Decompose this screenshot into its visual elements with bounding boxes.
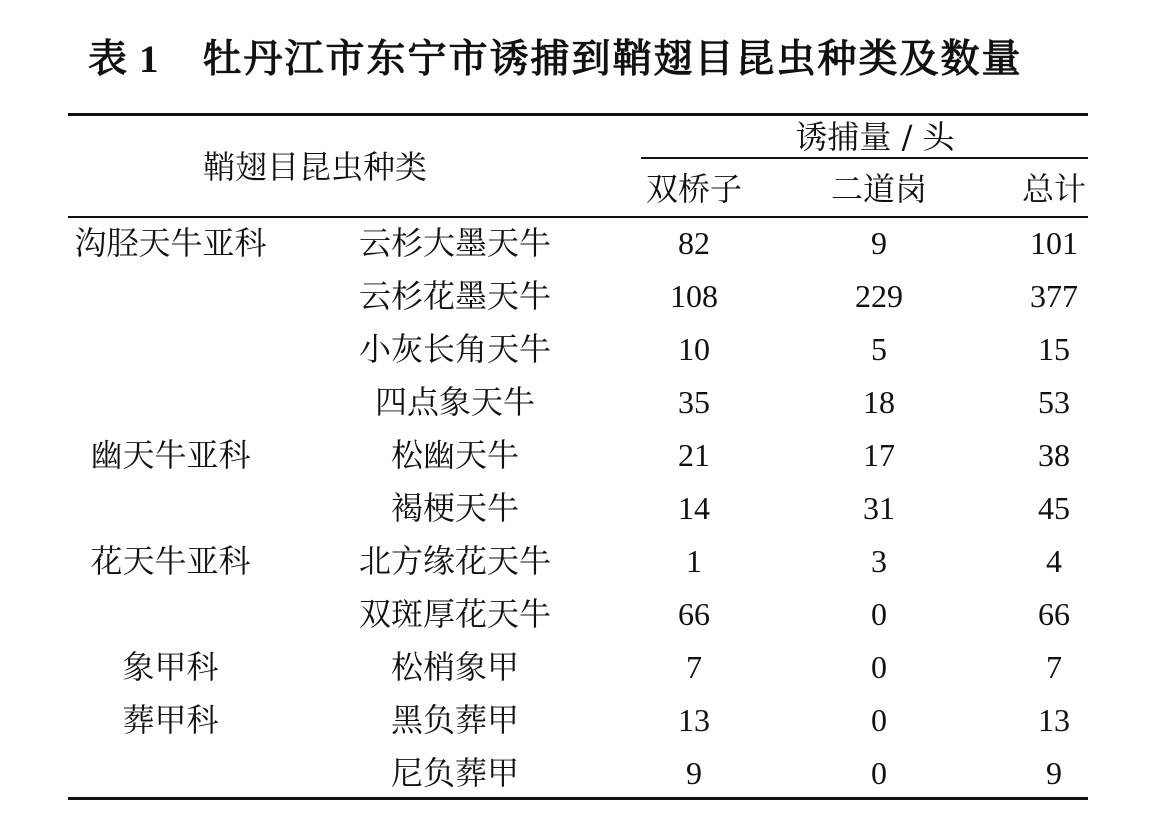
erdaogang-count-cell: 17	[863, 437, 895, 473]
shuangqiaozi-count-cell: 108	[670, 278, 718, 314]
total-count-cell: 66	[1038, 596, 1070, 632]
family-cell: 沟胫天牛亚科	[74, 224, 267, 262]
total-count-cell: 4	[1046, 543, 1062, 579]
species-cell: 四点象天牛	[374, 383, 535, 421]
total-count-cell: 9	[1046, 755, 1062, 791]
header-column-shuangqiaozi: 双桥子	[645, 170, 742, 208]
family-cell: 象甲科	[122, 648, 219, 686]
table-title-number: 1	[139, 38, 161, 81]
species-cell: 松梢象甲	[390, 648, 519, 686]
erdaogang-count-cell: 31	[863, 490, 895, 526]
header-column-total: 总计	[1021, 170, 1086, 208]
erdaogang-count-cell: 3	[871, 543, 887, 579]
total-count-cell: 15	[1038, 331, 1070, 367]
erdaogang-count-cell: 18	[863, 384, 895, 420]
total-count-cell: 101	[1030, 225, 1078, 261]
total-count-cell: 13	[1038, 702, 1070, 738]
family-cell: 葬甲科	[122, 701, 219, 739]
shuangqiaozi-count-cell: 9	[686, 755, 702, 791]
species-cell: 云杉花墨天牛	[358, 277, 551, 315]
family-cell	[68, 482, 273, 535]
family-cell: 花天牛亚科	[90, 542, 251, 580]
species-cell: 松幽天牛	[390, 436, 519, 474]
total-count-cell: 53	[1038, 384, 1070, 420]
header-species-group: 鞘翅目昆虫种类	[202, 148, 427, 186]
species-cell: 尼负葬甲	[390, 754, 519, 792]
shuangqiaozi-count-cell: 10	[678, 331, 710, 367]
shuangqiaozi-count-cell: 13	[678, 702, 710, 738]
family-cell	[68, 747, 273, 800]
table-title-prefix: 表	[88, 37, 130, 82]
header-capture-group: 诱捕量 / 头	[795, 118, 955, 156]
family-cell	[68, 588, 273, 641]
total-count-cell: 38	[1038, 437, 1070, 473]
table-title-text: 牡丹江市东宁市诱捕到鞘翅目昆虫种类及数量	[202, 37, 1023, 82]
erdaogang-count-cell: 0	[871, 755, 887, 791]
species-cell: 褐梗天牛	[390, 489, 519, 527]
table-title	[88, 34, 1088, 86]
erdaogang-count-cell: 0	[871, 596, 887, 632]
shuangqiaozi-count-cell: 1	[686, 543, 702, 579]
family-cell	[68, 270, 273, 323]
total-count-cell: 377	[1030, 278, 1078, 314]
erdaogang-count-cell: 5	[871, 331, 887, 367]
shuangqiaozi-count-cell: 66	[678, 596, 710, 632]
total-count-cell: 7	[1046, 649, 1062, 685]
erdaogang-count-cell: 0	[871, 702, 887, 738]
family-cell	[68, 376, 273, 429]
family-cell: 幽天牛亚科	[90, 436, 251, 474]
species-cell: 黑负葬甲	[390, 701, 519, 739]
header-column-erdaogang: 二道岗	[830, 170, 927, 208]
shuangqiaozi-count-cell: 14	[678, 490, 710, 526]
species-cell: 北方缘花天牛	[358, 542, 551, 580]
species-cell: 云杉大墨天牛	[358, 224, 551, 262]
erdaogang-count-cell: 0	[871, 649, 887, 685]
shuangqiaozi-count-cell: 35	[678, 384, 710, 420]
erdaogang-count-cell: 229	[855, 278, 903, 314]
erdaogang-count-cell: 9	[871, 225, 887, 261]
shuangqiaozi-count-cell: 21	[678, 437, 710, 473]
total-count-cell: 45	[1038, 490, 1070, 526]
species-cell: 双斑厚花天牛	[358, 595, 551, 633]
species-cell: 小灰长角天牛	[358, 330, 551, 368]
family-cell	[68, 323, 273, 376]
shuangqiaozi-count-cell: 82	[678, 225, 710, 261]
shuangqiaozi-count-cell: 7	[686, 649, 702, 685]
